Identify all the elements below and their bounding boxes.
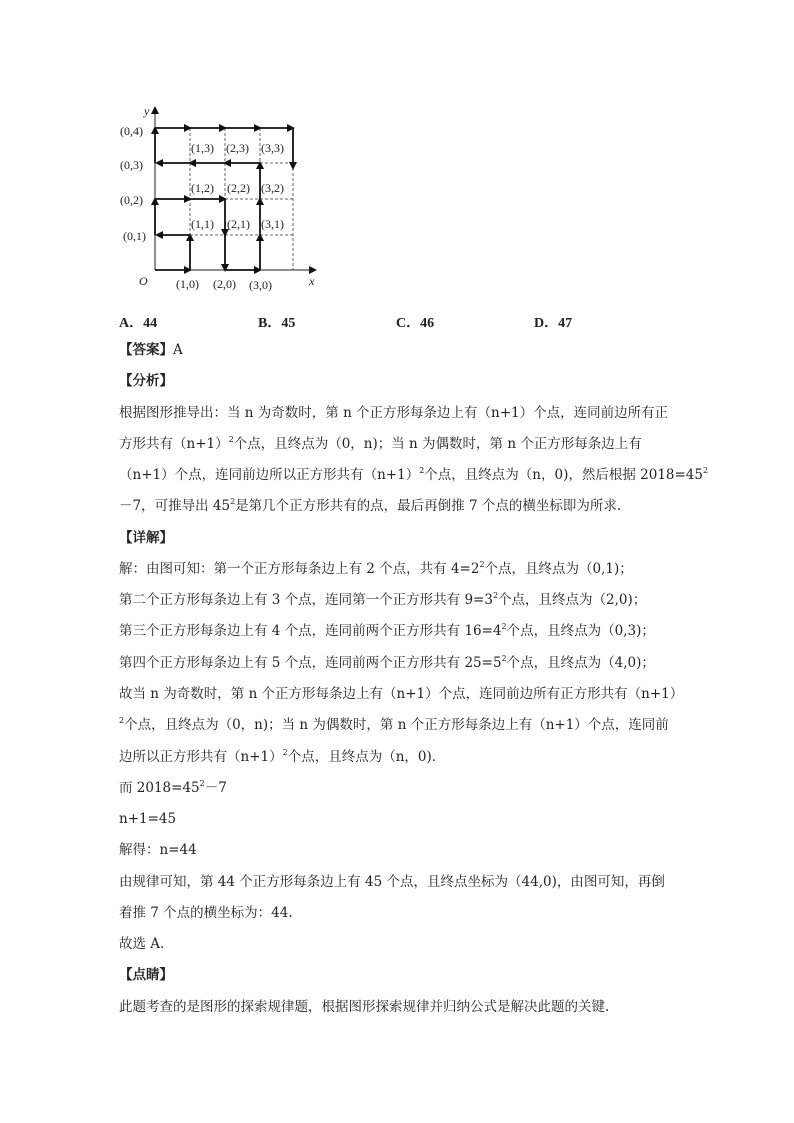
label-1-2: (1,2) — [191, 181, 214, 195]
y-axis-label: y — [144, 104, 150, 118]
label-2-2: (2,2) — [227, 181, 250, 195]
label-2-3: (2,3) — [226, 141, 249, 155]
option-b: B．45 — [258, 316, 296, 331]
lattice-path-figure — [110, 98, 330, 298]
analysis-line-1: 根据图形推导出：当 n 为奇数时，第 n 个正方形每条边上有（n+1）个点，连同前边所有正 — [119, 405, 669, 421]
detail-line-13: 故选 A. — [119, 936, 165, 952]
detail-line-11: 由规律可知，第 44 个正方形每条边上有 45 个点，且终点坐标为（44,0)，由图可知，再倒 — [119, 874, 665, 890]
analysis-header: 【分析】 — [119, 373, 173, 389]
option-a: A．44 — [119, 316, 158, 331]
x-axis-label: x — [309, 274, 315, 288]
label-0-1: (0,1) — [123, 229, 146, 243]
label-1-1: (1,1) — [191, 217, 214, 231]
label-2-0: (2,0) — [213, 277, 236, 291]
label-3-3: (3,3) — [261, 141, 284, 155]
answer-line: 【答案】A — [119, 342, 183, 358]
detail-line-9: n+1=45 — [119, 811, 177, 827]
label-3-1: (3,1) — [261, 217, 284, 231]
label-1-0: (1,0) — [176, 277, 199, 291]
detail-line-4: 第四个正方形每条边上有 5 个点，连同前两个正方形共有 $25=5^2$个点，且终点为（4,0)； — [119, 654, 655, 671]
detail-line-2: 第二个正方形每条边上有 3 个点，连同第一个正方形共有 $9=3^2$个点，且终点为（2,0)； — [119, 591, 647, 608]
detail-line-3: 第三个正方形每条边上有 4 个点，连同前两个正方形共有 $16=4^2$个点，且终点为（0,3)； — [119, 622, 655, 639]
label-0-2: (0,2) — [120, 193, 143, 207]
detail-header: 【详解】 — [119, 530, 173, 546]
label-0-4: (0,4) — [120, 124, 143, 138]
detail-line-12: 着推 7 个点的横坐标为：44. — [119, 905, 293, 921]
label-2-1: (2,1) — [227, 217, 250, 231]
comment-header: 【点睛】 — [119, 967, 173, 983]
label-1-3: (1,3) — [191, 141, 214, 155]
detail-line-8: 而 $2018=45^2-7$ — [119, 779, 227, 796]
detail-line-10: 解得：n=44 — [119, 842, 197, 858]
detail-line-6: $^2$个点，且终点为（0，n)；当 n 为偶数时，第 n 个正方形每条边上有（n+1）个点，连同前 — [119, 716, 669, 733]
option-d: D．47 — [534, 316, 573, 331]
analysis-line-3: （n+1）个点，连同前边所以正方形共有$(n+1)^2$个点，且终点为（n，0)，然后根据 $2018=45^2$ — [119, 466, 709, 483]
origin-label: O — [139, 274, 148, 288]
option-c: C．46 — [396, 316, 435, 331]
detail-line-5: 故当 n 为奇数时，第 n 个正方形每条边上有（n+1）个点，连同前边所有正方形共有（n+1） — [119, 686, 684, 702]
detail-line-1: 解：由图可知：第一个正方形每条边上有 2 个点，共有 $4=2^2$个点，且终点为（0,1)； — [119, 560, 633, 577]
comment-line-1: 此题考查的是图形的探索规律题，根据图形探索规律并归纳公式是解决此题的关键. — [119, 999, 610, 1015]
detail-line-7: 边所以正方形共有$(n+1)^2$个点，且终点为（n，0)． — [119, 748, 446, 765]
label-0-3: (0,3) — [120, 158, 143, 172]
label-3-2: (3,2) — [261, 181, 284, 195]
analysis-line-4: －7，可推导出 $45^2$是第几个正方形共有的点，最后再倒推 7 个点的横坐标即为所求. — [119, 497, 622, 514]
label-3-0: (3,0) — [249, 278, 272, 292]
analysis-line-2: 方形共有$(n+1)^2$个点，且终点为（0，n)；当 n 为偶数时，第 n 个正方形每条边上有 — [119, 435, 642, 452]
answer-header: 【答案】 — [119, 342, 173, 358]
